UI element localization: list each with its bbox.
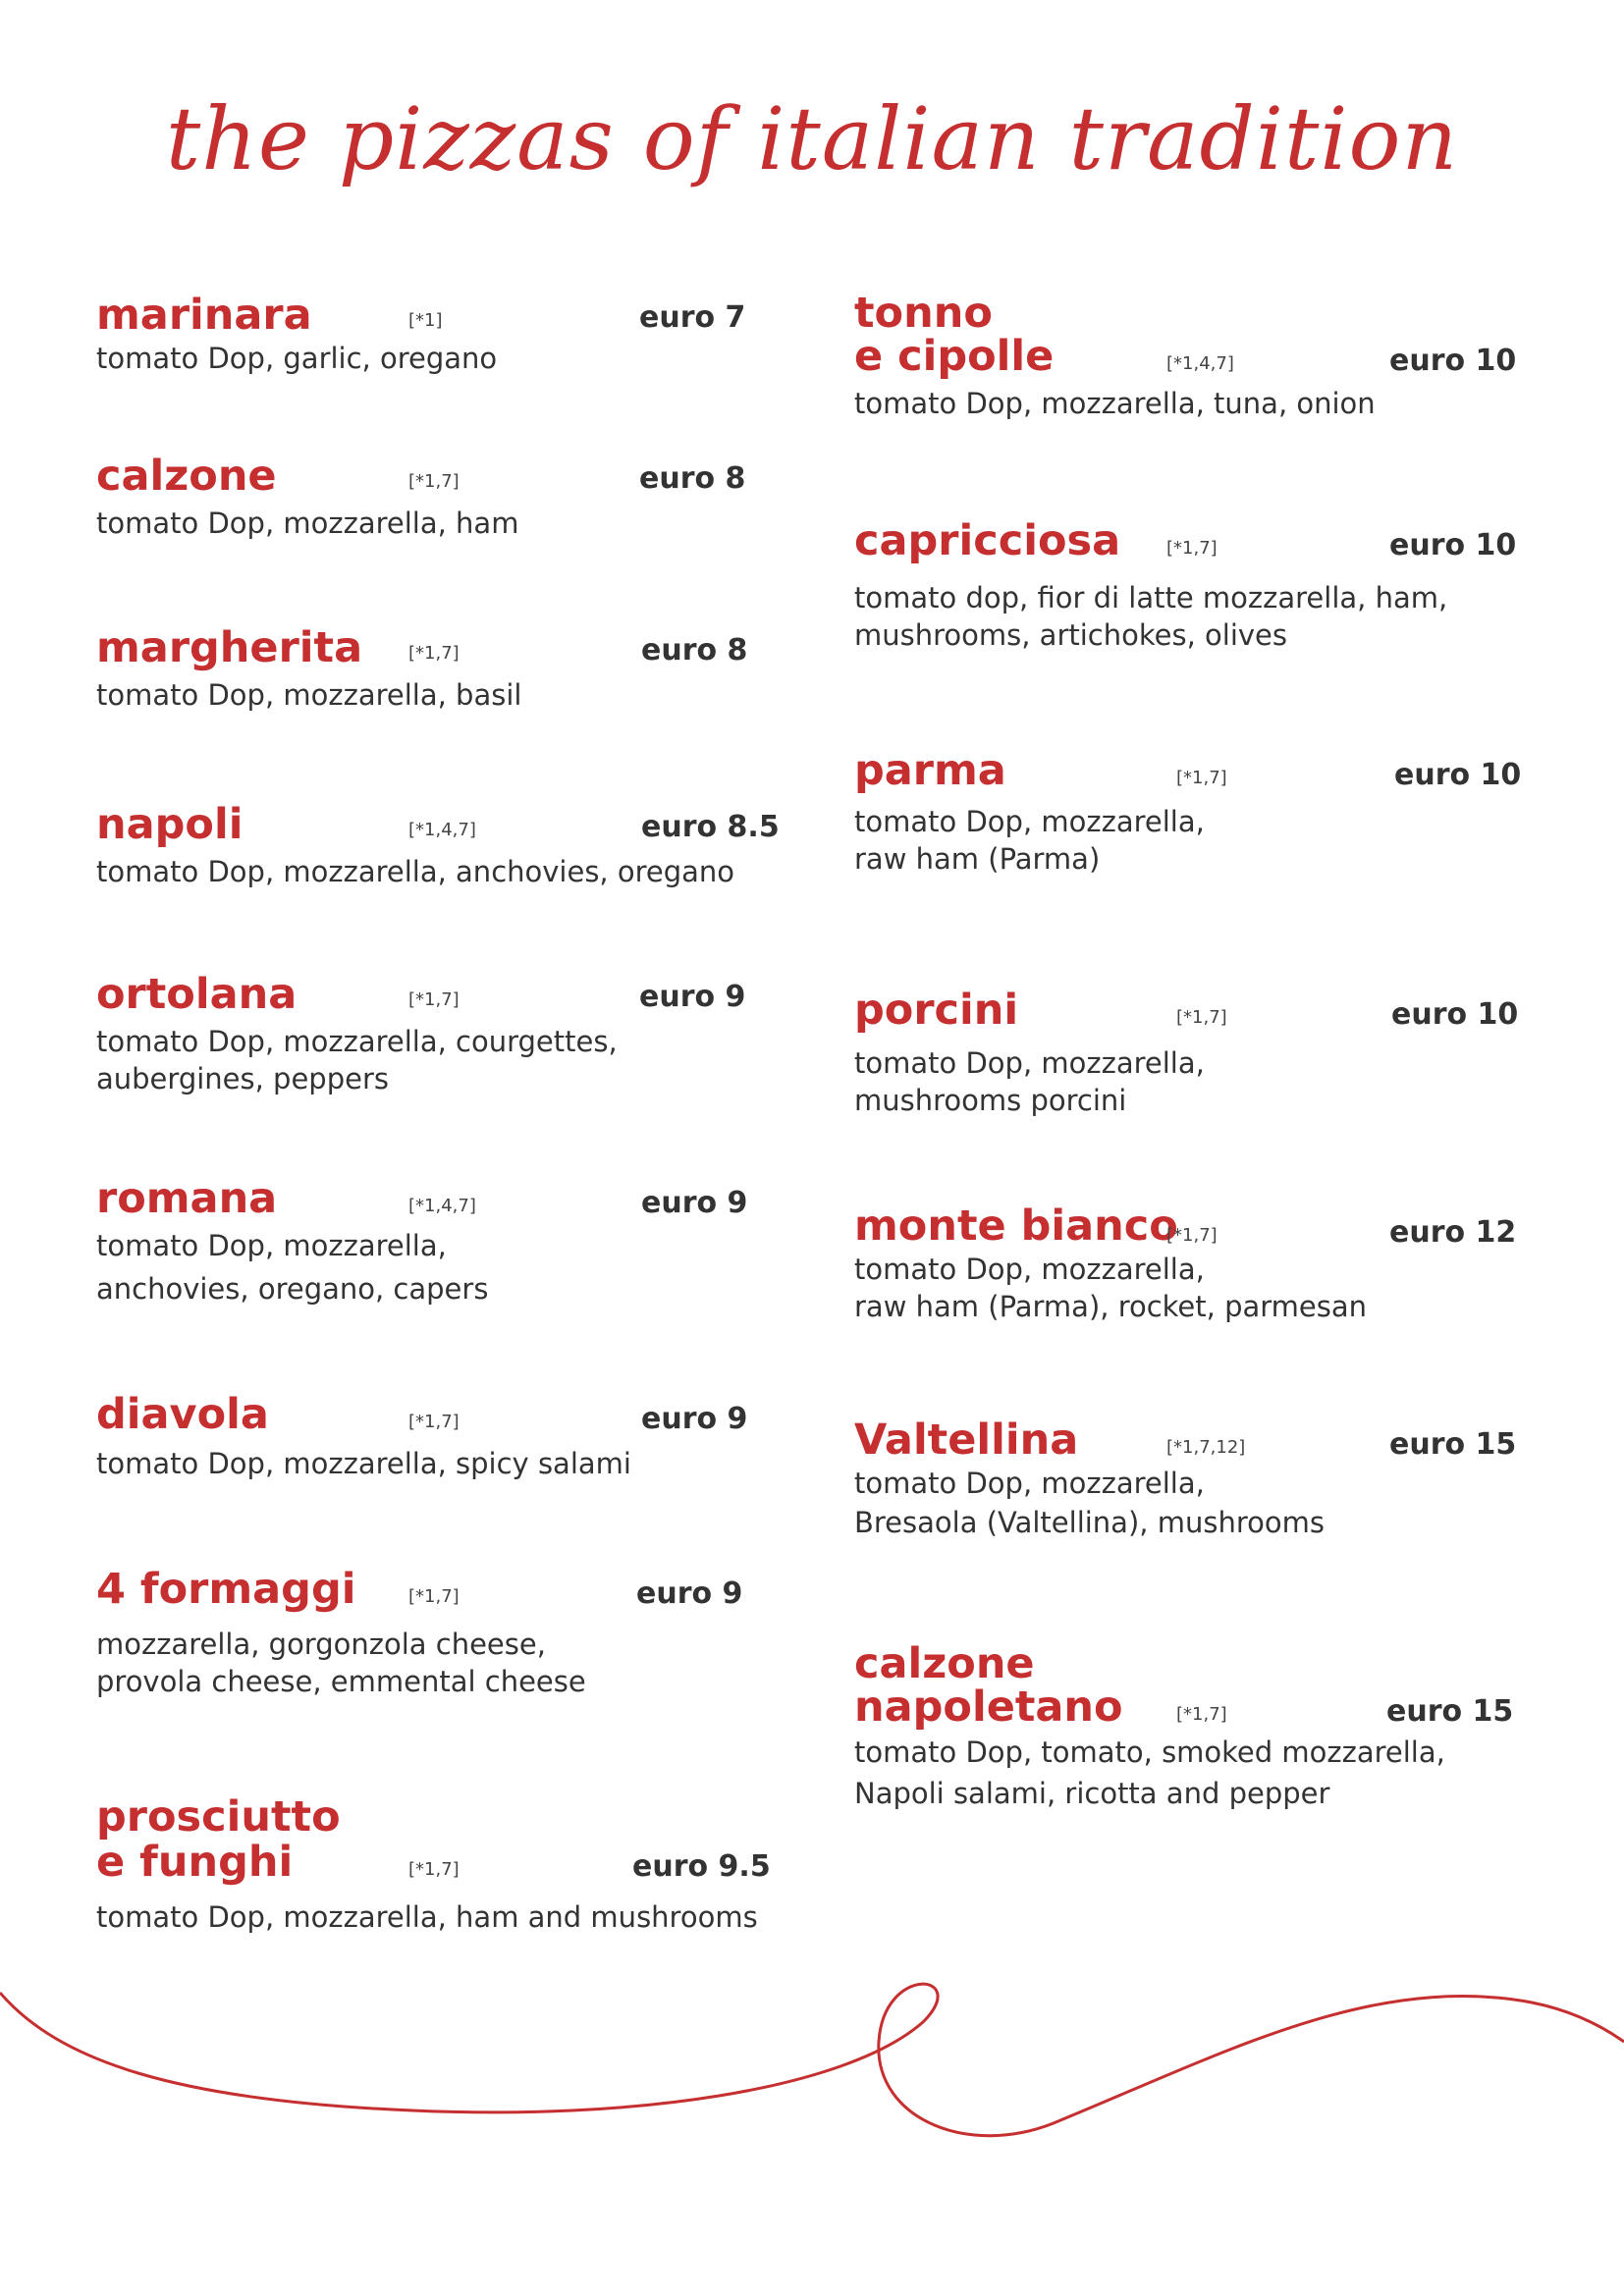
pizza-description: tomato Dop, mozzarella,: [854, 1253, 1205, 1286]
pizza-name: calzone: [854, 1639, 1035, 1688]
pizza-name: napoletano: [854, 1682, 1123, 1732]
menu-item-calzone: [96, 454, 784, 611]
pizza-description: tomato Dop, mozzarella,: [854, 1467, 1205, 1500]
pizza-description: mushrooms, artichokes, olives: [854, 618, 1287, 652]
allergen-codes: [*1,7]: [1176, 1704, 1227, 1725]
pizza-description: tomato Dop, mozzarella,: [854, 805, 1205, 838]
pizza-price: euro 8: [639, 461, 746, 496]
menu-item-margherita: [96, 625, 784, 782]
menu-item-parma: [854, 748, 1542, 905]
pizza-description: tomato Dop, mozzarella, tuna, onion: [854, 387, 1376, 420]
pizza-name: marinara: [96, 291, 312, 340]
pizza-description: raw ham (Parma), rocket, parmesan: [854, 1290, 1368, 1323]
pizza-description: tomato Dop, mozzarella, courgettes,: [96, 1025, 618, 1058]
pizza-price: euro 8: [641, 633, 748, 667]
pizza-name: porcini: [854, 986, 1019, 1035]
pizza-name: tonno: [854, 289, 993, 338]
pizza-price: euro 8.5: [641, 810, 780, 844]
allergen-codes: [*1,4,7]: [408, 1196, 476, 1216]
pizza-name: monte bianco: [854, 1201, 1178, 1251]
pizza-name: 4 formaggi: [96, 1565, 356, 1614]
allergen-codes: [*1,4,7]: [1166, 353, 1234, 374]
pizza-description: mozzarella, gorgonzola cheese,: [96, 1628, 546, 1661]
pizza-description: raw ham (Parma): [854, 842, 1101, 876]
allergen-codes: [*1,7]: [1176, 768, 1227, 788]
pizza-description: tomato Dop, garlic, oregano: [96, 342, 498, 375]
pizza-price: euro 10: [1391, 997, 1519, 1032]
menu-item-porcini: [854, 988, 1542, 1145]
allergen-codes: [*1,7]: [408, 471, 460, 492]
pizza-description: tomato Dop, mozzarella, ham: [96, 507, 519, 540]
pizza-price: euro 7: [639, 300, 746, 335]
menu-item-capricciosa: [854, 518, 1542, 675]
pizza-name: e funghi: [96, 1838, 294, 1887]
pizza-name: diavola: [96, 1390, 269, 1439]
menu-item-diavola: [96, 1392, 784, 1549]
pizza-description: tomato Dop, mozzarella, anchovies, oregano: [96, 855, 735, 888]
menu-item-prosciutto-e-funghi: [96, 1794, 784, 1961]
allergen-codes: [*1,7]: [408, 1586, 460, 1607]
pizza-price: euro 15: [1386, 1694, 1514, 1729]
pizza-name: calzone: [96, 452, 277, 501]
pizza-description: Bresaola (Valtellina), mushrooms: [854, 1506, 1325, 1539]
allergen-codes: [*1,4,7]: [408, 820, 476, 840]
pizza-price: euro 9: [641, 1402, 748, 1436]
allergen-codes: [*1,7]: [408, 643, 460, 664]
pizza-name: prosciutto: [96, 1792, 341, 1842]
allergen-codes: [*1,7]: [408, 1859, 460, 1880]
decorative-swirl-line: [0, 1944, 1624, 2238]
pizza-description: tomato Dop, mozzarella, basil: [96, 678, 522, 712]
pizza-name: Valtellina: [854, 1415, 1079, 1465]
allergen-codes: [*1]: [408, 310, 443, 331]
pizza-description: anchovies, oregano, capers: [96, 1272, 489, 1306]
pizza-description: Napoli salami, ricotta and pepper: [854, 1777, 1330, 1810]
pizza-price: euro 10: [1389, 344, 1517, 378]
pizza-price: euro 10: [1389, 528, 1517, 562]
menu-item-romana: [96, 1176, 784, 1333]
allergen-codes: [*1,7]: [1176, 1007, 1227, 1028]
menu-item-marinara: [96, 293, 784, 450]
pizza-description: provola cheese, emmental cheese: [96, 1665, 586, 1698]
pizza-description: tomato dop, fior di latte mozzarella, ham,: [854, 581, 1448, 614]
allergen-codes: [*1,7]: [408, 989, 460, 1010]
allergen-codes: [*1,7,12]: [1166, 1437, 1246, 1458]
menu-item-napoli: [96, 802, 784, 959]
pizza-name: capricciosa: [854, 516, 1121, 565]
menu-item-calzone-napoletano: [854, 1641, 1542, 1828]
pizza-description: mushrooms porcini: [854, 1084, 1127, 1117]
pizza-description: tomato Dop, mozzarella, ham and mushrooms: [96, 1900, 758, 1934]
allergen-codes: [*1,7]: [1166, 538, 1218, 559]
menu-item-valtellina: [854, 1417, 1542, 1575]
pizza-name: e cipolle: [854, 332, 1055, 381]
pizza-description: tomato Dop, mozzarella,: [96, 1229, 447, 1262]
pizza-description: tomato Dop, tomato, smoked mozzarella,: [854, 1735, 1445, 1769]
pizza-price: euro 9.5: [632, 1849, 771, 1884]
pizza-name: ortolana: [96, 970, 298, 1019]
pizza-name: margherita: [96, 623, 363, 672]
page-title: the pizzas of italian tradition: [165, 88, 1459, 189]
pizza-price: euro 9: [639, 980, 746, 1014]
pizza-price: euro 9: [641, 1186, 748, 1220]
pizza-description: tomato Dop, mozzarella,: [854, 1046, 1205, 1080]
pizza-price: euro 15: [1389, 1427, 1517, 1462]
pizza-description: tomato Dop, mozzarella, spicy salami: [96, 1447, 631, 1480]
pizza-name: parma: [854, 746, 1006, 795]
pizza-price: euro 12: [1389, 1215, 1517, 1250]
menu-item-ortolana: [96, 972, 784, 1129]
menu-item-tonno-e-cipolle: [854, 291, 1542, 448]
menu-item-4-formaggi: [96, 1567, 784, 1724]
menu-item-monte-bianco: [854, 1203, 1542, 1361]
pizza-name: romana: [96, 1174, 278, 1223]
allergen-codes: [*1,7]: [1166, 1225, 1218, 1246]
pizza-price: euro 10: [1394, 758, 1522, 792]
pizza-price: euro 9: [636, 1576, 743, 1611]
allergen-codes: [*1,7]: [408, 1412, 460, 1432]
pizza-name: napoli: [96, 800, 244, 849]
pizza-description: aubergines, peppers: [96, 1062, 389, 1095]
